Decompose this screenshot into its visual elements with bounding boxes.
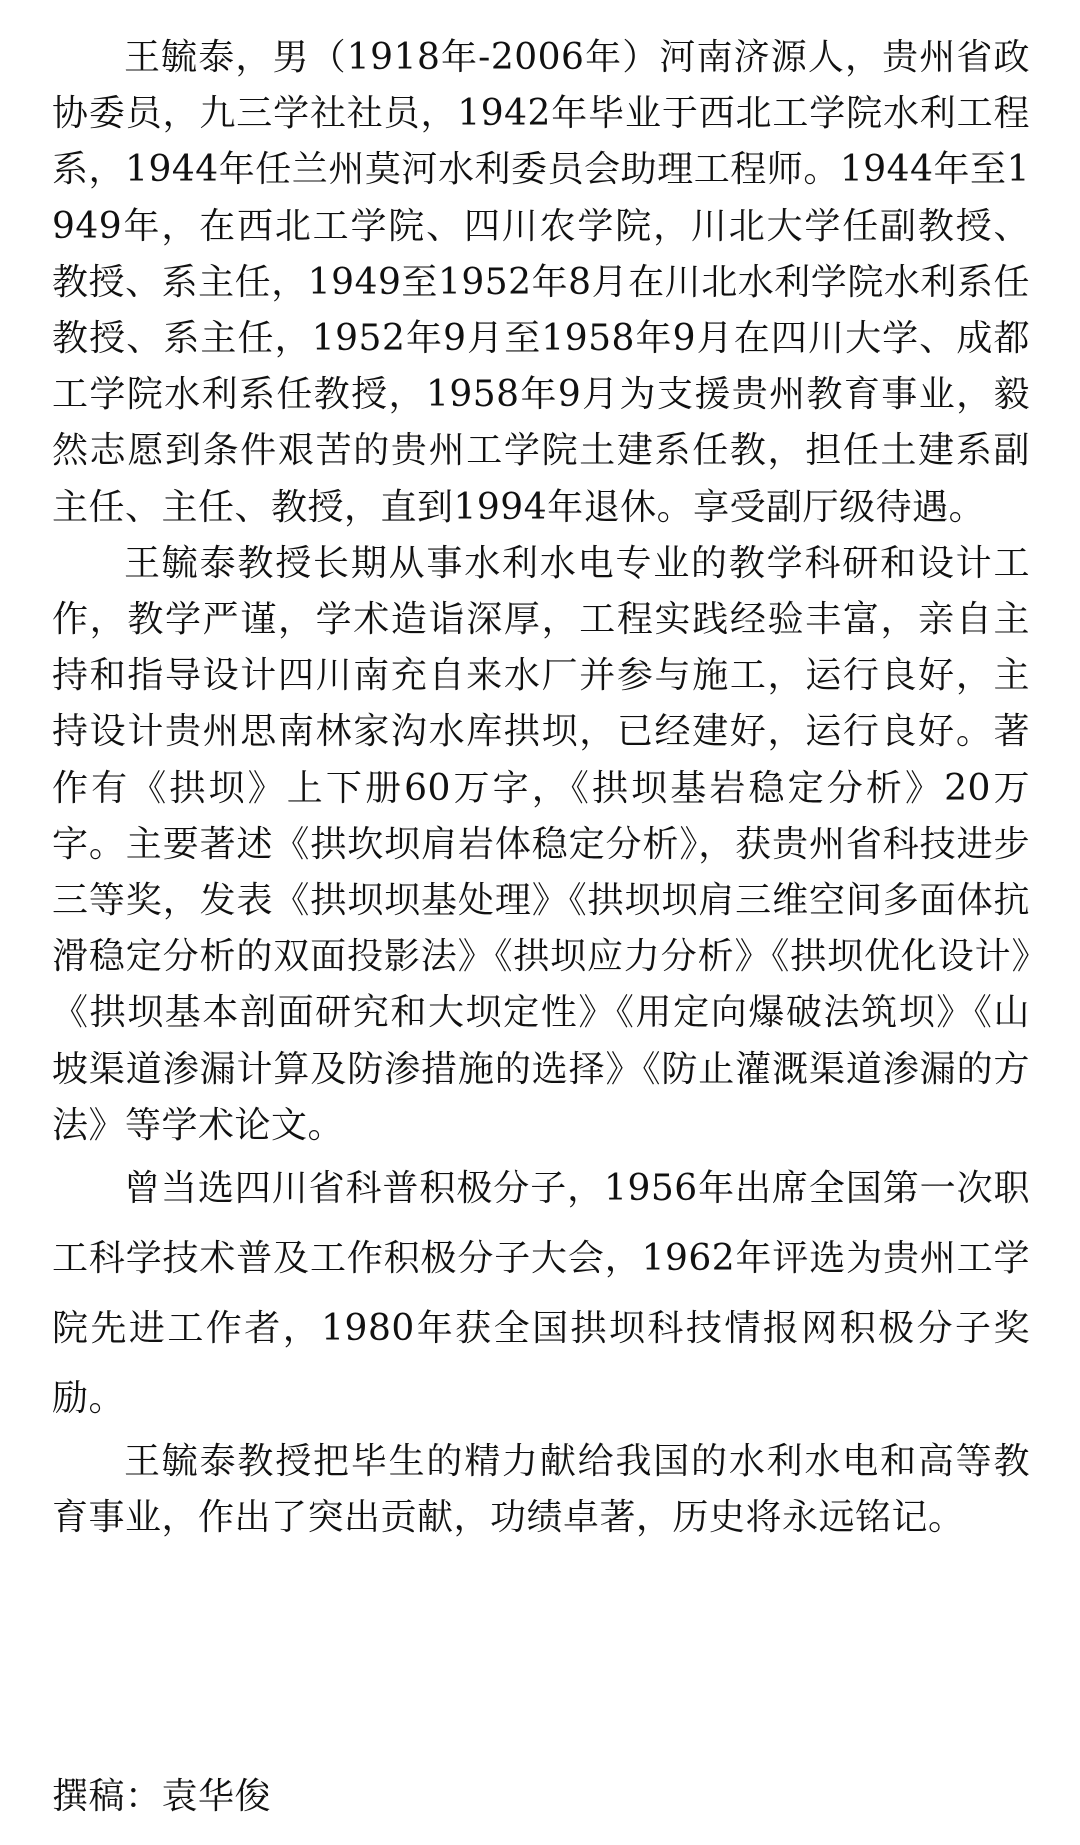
paragraph-tribute: 王毓泰教授把毕生的精力献给我国的水利水电和高等教育事业，作出了突出贡献，功绩卓著，历史将永远铭记。 <box>52 1441 1030 1539</box>
author-signature: 撰稿：袁华俊 <box>52 1776 272 1817</box>
paragraph-biography: 王毓泰，男（1918年-2006年）河南济源人，贵州省政协委员，九三学社社员，1942年毕业于西北工学院水利工程系，1944年任兰州莫河水利委员会助理工程师。1944年至1949年，在西北工学院、四川农学院，川北大学任副教授、教授、系主任，1949至1952年8月在川北水利学院水利系任教授、系主任，1952年9月至1958年9月在四川大学、成都工学院水利系任教授，1958年9月为支援贵州教育事业，毅然志愿到条件艰苦的贵州工学院土建系任教，担任土建系副主任、主任、教授，直到1994年退休。享受副厅级待遇。 <box>52 37 1030 528</box>
paragraph-research-work: 王毓泰教授长期从事水利水电专业的教学科研和设计工作，教学严谨，学术造诣深厚，工程实践经验丰富，亲自主持和指导设计四川南充自来水厂并参与施工，运行良好，主持设计贵州思南林家沟水库拱坝，已经建好，运行良好。著作有《拱坝》上下册60万字，《拱坝基岩稳定分析》20万字。主要著述《拱坎坝肩岩体稳定分析》，获贵州省科技进步三等奖，发表《拱坝坝基处理》《拱坝坝肩三维空间多面体抗滑稳定分析的双面投影法》《拱坝应力分析》《拱坝优化设计》《拱坝基本剖面研究和大坝定性》《用定向爆破法筑坝》《山坡渠道渗漏计算及防渗措施的选择》《防止灌溉渠道渗漏的方法》等学术论文。 <box>52 542 1030 1146</box>
paragraph-honors: 曾当选四川省科普积极分子，1956年出席全国第一次职工科学技术普及工作积极分子大会，1962年评选为贵州工学院先进工作者，1980年获全国拱坝科技情报网积极分子奖励。 <box>52 1168 1030 1420</box>
